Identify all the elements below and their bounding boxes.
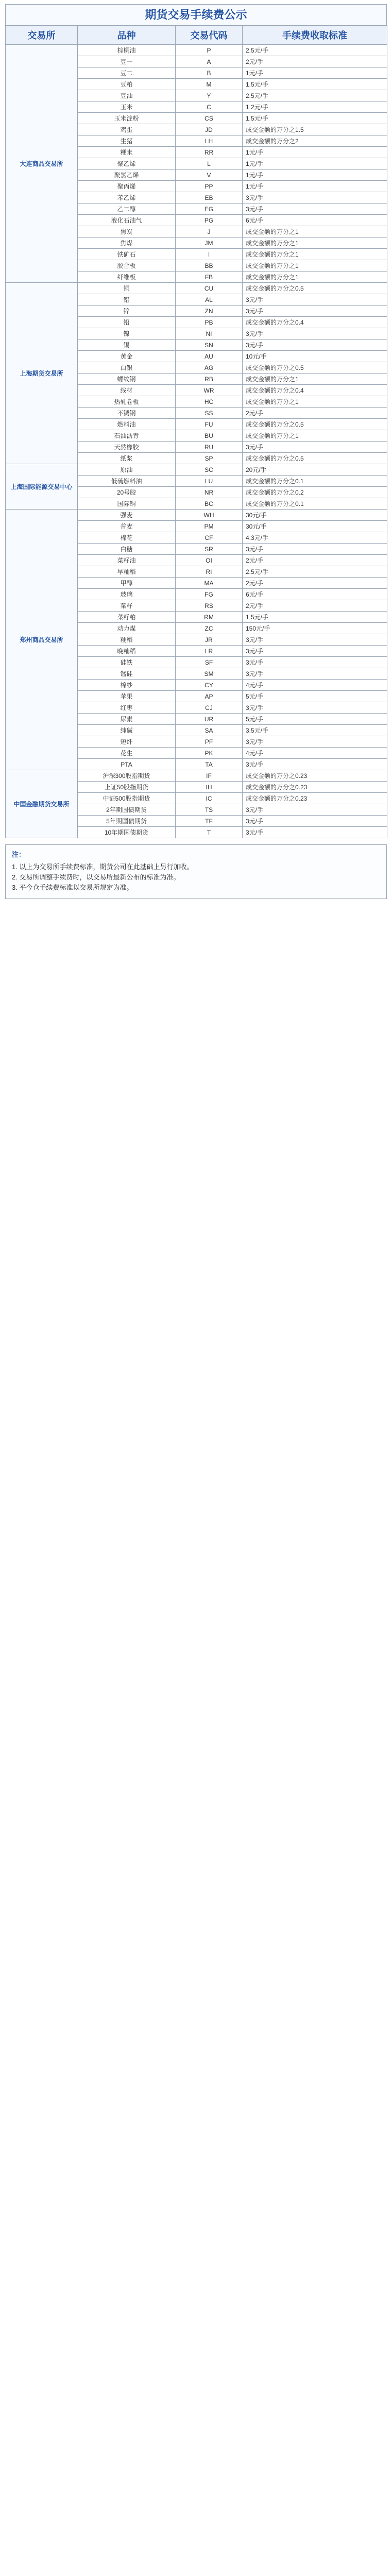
notes-section	[5, 844, 387, 899]
product-cell: 5年期国债期货	[78, 816, 176, 827]
product-cell: 菜籽油	[78, 555, 176, 566]
fee-standard-cell: 2元/手	[243, 56, 387, 67]
product-cell: PTA	[78, 759, 176, 770]
code-cell: NI	[176, 328, 243, 340]
fee-standard-cell: 3元/手	[243, 340, 387, 351]
code-cell: BC	[176, 498, 243, 510]
code-cell: PF	[176, 736, 243, 748]
fee-standard-cell: 1元/手	[243, 170, 387, 181]
product-cell: 苹果	[78, 691, 176, 702]
fee-standard-cell: 成交金额的万分之0.23	[243, 770, 387, 782]
product-cell: 胶合板	[78, 260, 176, 272]
fee-standard-cell: 3元/手	[243, 736, 387, 748]
exchange-cell: 郑州商品交易所	[6, 510, 78, 770]
fee-standard-cell: 3元/手	[243, 816, 387, 827]
fee-table	[5, 25, 387, 838]
notes-line: 1. 以上为交易所手续费标准，期货公司在此基础上另行加收。	[12, 863, 194, 871]
code-cell: AU	[176, 351, 243, 362]
fee-standard-cell: 5元/手	[243, 691, 387, 702]
product-cell: 2年期国债期货	[78, 804, 176, 816]
code-cell: SS	[176, 408, 243, 419]
fee-standard-cell: 成交金额的万分之1	[243, 238, 387, 249]
product-cell: 棉纱	[78, 680, 176, 691]
code-cell: SA	[176, 725, 243, 736]
table-row	[6, 770, 387, 782]
fee-standard-cell: 成交金额的万分之1	[243, 226, 387, 238]
fee-standard-cell: 1.2元/手	[243, 101, 387, 113]
fee-standard-cell: 成交金额的万分之0.4	[243, 317, 387, 328]
fee-standard-cell: 4元/手	[243, 748, 387, 759]
fee-standard-cell: 3元/手	[243, 827, 387, 838]
code-cell: J	[176, 226, 243, 238]
fee-standard-cell: 3元/手	[243, 294, 387, 306]
exchange-cell: 上海期货交易所	[6, 283, 78, 464]
fee-standard-cell: 6元/手	[243, 589, 387, 600]
product-cell: 热轧卷板	[78, 396, 176, 408]
code-cell: BB	[176, 260, 243, 272]
product-cell: 铁矿石	[78, 249, 176, 260]
fee-standard-cell: 10元/手	[243, 351, 387, 362]
code-cell: WH	[176, 510, 243, 521]
product-cell: 生猪	[78, 135, 176, 147]
fee-standard-cell: 2.5元/手	[243, 90, 387, 101]
code-cell: CY	[176, 680, 243, 691]
fee-standard-cell: 成交金额的万分之0.5	[243, 453, 387, 464]
fee-standard-cell: 1元/手	[243, 181, 387, 192]
code-cell: AL	[176, 294, 243, 306]
code-cell: Y	[176, 90, 243, 101]
code-cell: FU	[176, 419, 243, 430]
code-cell: JD	[176, 124, 243, 135]
fee-standard-cell: 3元/手	[243, 204, 387, 215]
product-cell: 纤维板	[78, 272, 176, 283]
code-cell: SF	[176, 657, 243, 668]
fee-standard-cell: 3元/手	[243, 657, 387, 668]
product-cell: 白糖	[78, 544, 176, 555]
fee-standard-cell: 5元/手	[243, 714, 387, 725]
fee-standard-cell: 3元/手	[243, 544, 387, 555]
product-cell: 锰硅	[78, 668, 176, 680]
fee-standard-cell: 成交金额的万分之0.4	[243, 385, 387, 396]
fee-standard-cell: 2元/手	[243, 408, 387, 419]
product-cell: 硅铁	[78, 657, 176, 668]
fee-standard-cell: 3元/手	[243, 634, 387, 646]
code-cell: IF	[176, 770, 243, 782]
fee-standard-cell: 成交金额的万分之1	[243, 249, 387, 260]
code-cell: RI	[176, 566, 243, 578]
product-cell: 聚氯乙烯	[78, 170, 176, 181]
notes-line: 2. 交易所调整手续费时，以交易所最新公布的标准为准。	[12, 873, 180, 881]
fee-standard-cell: 1元/手	[243, 67, 387, 79]
code-cell: SP	[176, 453, 243, 464]
product-cell: 镍	[78, 328, 176, 340]
product-cell: 纸浆	[78, 453, 176, 464]
fee-standard-cell: 1.5元/手	[243, 113, 387, 124]
code-cell: ZC	[176, 623, 243, 634]
product-cell: 豆二	[78, 67, 176, 79]
code-cell: TA	[176, 759, 243, 770]
product-cell: 乙二醇	[78, 204, 176, 215]
code-cell: TF	[176, 816, 243, 827]
fee-standard-cell: 3元/手	[243, 442, 387, 453]
header-standard: 手续费收取标准	[243, 26, 387, 45]
fee-standard-cell: 3元/手	[243, 702, 387, 714]
fee-standard-cell: 成交金额的万分之0.1	[243, 498, 387, 510]
product-cell: 黄金	[78, 351, 176, 362]
exchange-cell: 上海国际能源交易中心	[6, 464, 78, 510]
product-cell: 粳米	[78, 147, 176, 158]
code-cell: RR	[176, 147, 243, 158]
code-cell: CF	[176, 532, 243, 544]
fee-standard-cell: 1.5元/手	[243, 79, 387, 90]
fee-standard-cell: 1.5元/手	[243, 612, 387, 623]
code-cell: PB	[176, 317, 243, 328]
product-cell: 玉米淀粉	[78, 113, 176, 124]
code-cell: WR	[176, 385, 243, 396]
product-cell: 铜	[78, 283, 176, 294]
fee-standard-cell: 20元/手	[243, 464, 387, 476]
fee-standard-cell: 成交金额的万分之1	[243, 272, 387, 283]
fee-standard-cell: 150元/手	[243, 623, 387, 634]
product-cell: 苯乙烯	[78, 192, 176, 204]
product-cell: 不锈钢	[78, 408, 176, 419]
fee-standard-cell: 3元/手	[243, 759, 387, 770]
product-cell: 粳稻	[78, 634, 176, 646]
product-cell: 玉米	[78, 101, 176, 113]
table-row	[6, 510, 387, 521]
product-cell: 聚丙烯	[78, 181, 176, 192]
code-cell: UR	[176, 714, 243, 725]
code-cell: SN	[176, 340, 243, 351]
product-cell: 铅	[78, 317, 176, 328]
code-cell: TS	[176, 804, 243, 816]
fee-standard-cell: 成交金额的万分之0.5	[243, 419, 387, 430]
fee-standard-cell: 2元/手	[243, 578, 387, 589]
code-cell: I	[176, 249, 243, 260]
product-cell: 中证500股指期货	[78, 793, 176, 804]
product-cell: 普麦	[78, 521, 176, 532]
product-cell: 10年期国债期货	[78, 827, 176, 838]
code-cell: HC	[176, 396, 243, 408]
code-cell: B	[176, 67, 243, 79]
product-cell: 焦煤	[78, 238, 176, 249]
product-cell: 菜籽粕	[78, 612, 176, 623]
product-cell: 玻璃	[78, 589, 176, 600]
code-cell: PP	[176, 181, 243, 192]
product-cell: 纯碱	[78, 725, 176, 736]
product-cell: 低硫燃料油	[78, 476, 176, 487]
code-cell: RM	[176, 612, 243, 623]
code-cell: EG	[176, 204, 243, 215]
code-cell: SM	[176, 668, 243, 680]
product-cell: 原油	[78, 464, 176, 476]
code-cell: RB	[176, 374, 243, 385]
product-cell: 豆粕	[78, 79, 176, 90]
code-cell: AP	[176, 691, 243, 702]
code-cell: OI	[176, 555, 243, 566]
code-cell: FG	[176, 589, 243, 600]
code-cell: NR	[176, 487, 243, 498]
fee-standard-cell: 成交金额的万分之0.23	[243, 793, 387, 804]
fee-standard-cell: 1元/手	[243, 158, 387, 170]
code-cell: JR	[176, 634, 243, 646]
product-cell: 铝	[78, 294, 176, 306]
fee-page	[5, 4, 387, 899]
fee-standard-cell: 1元/手	[243, 147, 387, 158]
product-cell: 天然橡胶	[78, 442, 176, 453]
product-cell: 上证50股指期货	[78, 782, 176, 793]
code-cell: A	[176, 56, 243, 67]
fee-standard-cell: 3元/手	[243, 306, 387, 317]
code-cell: SC	[176, 464, 243, 476]
product-cell: 沪深300股指期货	[78, 770, 176, 782]
product-cell: 晚籼稻	[78, 646, 176, 657]
fee-standard-cell: 成交金额的万分之1	[243, 430, 387, 442]
code-cell: SR	[176, 544, 243, 555]
product-cell: 锌	[78, 306, 176, 317]
fee-standard-cell: 成交金额的万分之1	[243, 260, 387, 272]
fee-standard-cell: 30元/手	[243, 521, 387, 532]
code-cell: CS	[176, 113, 243, 124]
fee-standard-cell: 成交金额的万分之0.5	[243, 362, 387, 374]
code-cell: PK	[176, 748, 243, 759]
product-cell: 线材	[78, 385, 176, 396]
code-cell: IC	[176, 793, 243, 804]
product-cell: 锡	[78, 340, 176, 351]
table-row	[6, 283, 387, 294]
fee-standard-cell: 2元/手	[243, 600, 387, 612]
header-product: 品种	[78, 26, 176, 45]
code-cell: L	[176, 158, 243, 170]
code-cell: M	[176, 79, 243, 90]
fee-standard-cell: 6元/手	[243, 215, 387, 226]
code-cell: BU	[176, 430, 243, 442]
fee-standard-cell: 4.3元/手	[243, 532, 387, 544]
fee-standard-cell: 成交金额的万分之1.5	[243, 124, 387, 135]
code-cell: T	[176, 827, 243, 838]
fee-standard-cell: 3.5元/手	[243, 725, 387, 736]
table-row	[6, 45, 387, 56]
code-cell: MA	[176, 578, 243, 589]
product-cell: 花生	[78, 748, 176, 759]
fee-standard-cell: 4元/手	[243, 680, 387, 691]
product-cell: 20号胶	[78, 487, 176, 498]
code-cell: ZN	[176, 306, 243, 317]
code-cell: AG	[176, 362, 243, 374]
fee-standard-cell: 3元/手	[243, 192, 387, 204]
product-cell: 白银	[78, 362, 176, 374]
fee-standard-cell: 成交金额的万分之0.1	[243, 476, 387, 487]
product-cell: 红枣	[78, 702, 176, 714]
product-cell: 早籼稻	[78, 566, 176, 578]
product-cell: 燃料油	[78, 419, 176, 430]
exchange-cell: 中国金融期货交易所	[6, 770, 78, 838]
product-cell: 豆一	[78, 56, 176, 67]
fee-standard-cell: 成交金额的万分之1	[243, 374, 387, 385]
fee-standard-cell: 成交金额的万分之0.5	[243, 283, 387, 294]
product-cell: 国际铜	[78, 498, 176, 510]
code-cell: LU	[176, 476, 243, 487]
product-cell: 短纤	[78, 736, 176, 748]
product-cell: 豆油	[78, 90, 176, 101]
fee-standard-cell: 3元/手	[243, 804, 387, 816]
notes-heading: 注：	[12, 851, 26, 858]
fee-standard-cell: 成交金额的万分之0.2	[243, 487, 387, 498]
code-cell: EB	[176, 192, 243, 204]
code-cell: LR	[176, 646, 243, 657]
fee-table-body	[6, 45, 387, 838]
fee-standard-cell: 3元/手	[243, 668, 387, 680]
header-exchange: 交易所	[6, 26, 78, 45]
fee-standard-cell: 3元/手	[243, 646, 387, 657]
fee-standard-cell: 3元/手	[243, 328, 387, 340]
fee-standard-cell: 2.5元/手	[243, 566, 387, 578]
table-header-row	[6, 26, 387, 45]
product-cell: 尿素	[78, 714, 176, 725]
exchange-cell: 大连商品交易所	[6, 45, 78, 283]
code-cell: CU	[176, 283, 243, 294]
code-cell: C	[176, 101, 243, 113]
page-title: 期货交易手续费公示	[5, 4, 387, 25]
code-cell: P	[176, 45, 243, 56]
product-cell: 鸡蛋	[78, 124, 176, 135]
product-cell: 棉花	[78, 532, 176, 544]
code-cell: IH	[176, 782, 243, 793]
product-cell: 螺纹钢	[78, 374, 176, 385]
header-code: 交易代码	[176, 26, 243, 45]
product-cell: 石油沥青	[78, 430, 176, 442]
code-cell: PG	[176, 215, 243, 226]
product-cell: 强麦	[78, 510, 176, 521]
product-cell: 聚乙烯	[78, 158, 176, 170]
fee-standard-cell: 成交金额的万分之1	[243, 396, 387, 408]
fee-standard-cell: 成交金额的万分之2	[243, 135, 387, 147]
fee-standard-cell: 2.5元/手	[243, 45, 387, 56]
fee-standard-cell: 2元/手	[243, 555, 387, 566]
product-cell: 棕榈油	[78, 45, 176, 56]
product-cell: 动力煤	[78, 623, 176, 634]
product-cell: 液化石油气	[78, 215, 176, 226]
code-cell: RS	[176, 600, 243, 612]
code-cell: PM	[176, 521, 243, 532]
table-row	[6, 464, 387, 476]
notes-line: 3. 平今仓手续费标准以交易所规定为准。	[12, 884, 133, 891]
product-cell: 甲醇	[78, 578, 176, 589]
code-cell: JM	[176, 238, 243, 249]
code-cell: CJ	[176, 702, 243, 714]
code-cell: FB	[176, 272, 243, 283]
product-cell: 焦炭	[78, 226, 176, 238]
product-cell: 菜籽	[78, 600, 176, 612]
fee-standard-cell: 成交金额的万分之0.23	[243, 782, 387, 793]
code-cell: V	[176, 170, 243, 181]
code-cell: LH	[176, 135, 243, 147]
code-cell: RU	[176, 442, 243, 453]
fee-standard-cell: 30元/手	[243, 510, 387, 521]
